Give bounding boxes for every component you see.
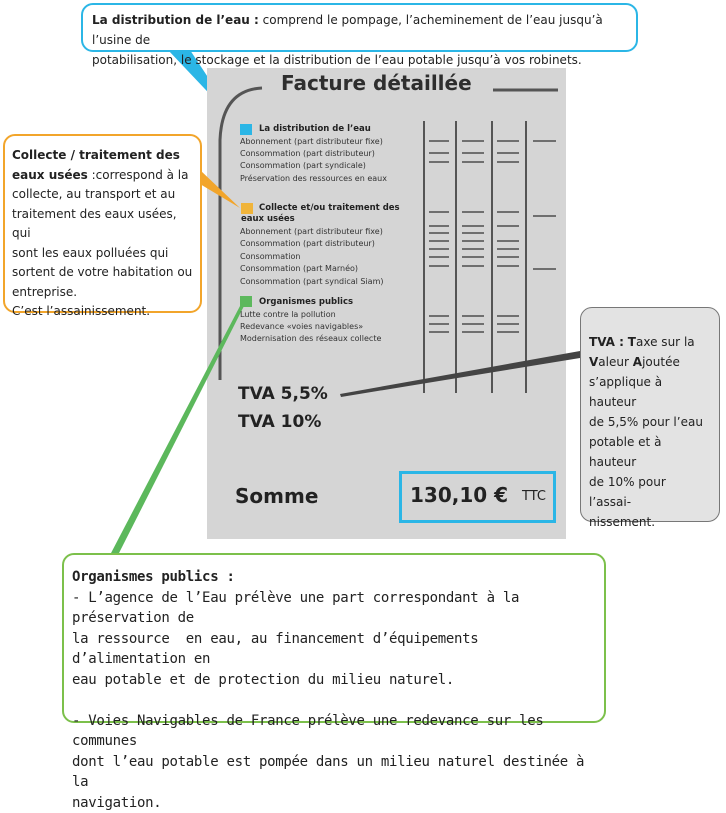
- collect-callout-line: sortent de votre habitation ou: [12, 263, 193, 283]
- tva-callout-line: nissement.: [589, 512, 711, 532]
- public-callout-line: eau potable et de protection du milieu naturel.: [72, 670, 596, 691]
- invoice-row: Consommation (part syndical Siam): [240, 277, 384, 286]
- tva-callout-line: Valeur Ajoutée: [589, 352, 711, 372]
- invoice-row: Consommation (part distributeur): [240, 149, 375, 158]
- public-callout-line: [72, 690, 596, 711]
- tva-callout-line: s’applique à hauteur: [589, 372, 711, 412]
- invoice-row: Modernisation des réseaux collecte: [240, 334, 381, 343]
- tva-pointer: [340, 351, 580, 397]
- collect-callout-line: :correspond à la: [88, 168, 189, 182]
- public-callout-title: Organismes publics :: [72, 569, 235, 585]
- tva-callout-line: de 5,5% pour l’eau: [589, 412, 711, 432]
- collect-callout-line: collecte, au transport et au: [12, 185, 193, 205]
- water-callout-line: potabilisation, le stockage et la distribution de l’eau potable jusqu’à vos robinets.: [92, 50, 627, 70]
- section-public-heading: Organismes publics: [259, 297, 353, 307]
- public-callout-line: - L’agence de l’Eau prélève une part correspondant à la préservation de: [72, 588, 596, 629]
- collect-callout-title: Collecte / traitement des: [12, 148, 180, 162]
- invoice-row: Abonnement (part distributeur fixe): [240, 137, 383, 146]
- invoice-row: Consommation (part syndicale): [240, 161, 366, 170]
- water-callout-title: La distribution de l’eau :: [92, 13, 259, 27]
- section-water-marker: [240, 124, 252, 135]
- invoice-row: Abonnement (part distributeur fixe): [240, 227, 383, 236]
- collect-callout-title: eaux usées: [12, 168, 88, 182]
- sum-label: Somme: [235, 484, 318, 508]
- invoice-row: Lutte contre la pollution: [240, 310, 336, 319]
- collect-callout-line: entreprise.: [12, 283, 193, 303]
- tva-callout-line: de 10% pour l’assai-: [589, 472, 711, 512]
- invoice-title: Facture détaillée: [281, 71, 472, 95]
- water-callout-line: comprend le pompage, l’acheminement de l’eau jusqu’à l’usine de: [92, 13, 603, 47]
- invoice-row: Préservation des ressources en eaux: [240, 174, 387, 183]
- section-water-heading: La distribution de l’eau: [259, 124, 371, 134]
- tva-callout-line: TVA : Taxe sur la: [589, 332, 711, 352]
- invoice-row: Redevance «voies navigables»: [240, 322, 363, 331]
- collect-callout-line: traitement des eaux usées, qui: [12, 205, 193, 244]
- invoice-row: Consommation: [240, 252, 300, 261]
- public-callout-line: - Voies Navigables de France prélève une redevance sur les communes: [72, 711, 596, 752]
- invoice-row: Consommation (part Marnéo): [240, 264, 358, 273]
- public-callout-line: navigation.: [72, 793, 596, 813]
- section-public-marker: [240, 296, 252, 307]
- total-unit: TTC: [522, 489, 546, 504]
- tva-callout-line: potable et à hauteur: [589, 432, 711, 472]
- public-callout-line: la ressource en eau, au financement d’équipements d’alimentation en: [72, 629, 596, 670]
- tva-callout: [580, 307, 720, 522]
- public-callout-line: dont l’eau potable est pompée dans un milieu naturel destinée à la: [72, 752, 596, 793]
- section-collect-heading: Collecte et/ou traitement des eaux usées: [241, 203, 411, 224]
- tva-line-5-5: TVA 5,5%: [238, 384, 328, 404]
- invoice-row: Consommation (part distributeur): [240, 239, 375, 248]
- tva-line-10: TVA 10%: [238, 412, 321, 432]
- collect-callout-line: sont les eaux polluées qui: [12, 244, 193, 264]
- public-pointer: [110, 306, 244, 555]
- total-value: 130,10 €: [410, 483, 508, 507]
- collect-callout-line: C’est l’assainissement.: [12, 302, 193, 322]
- collect-callout: [3, 134, 202, 313]
- water-callout: [81, 3, 638, 52]
- public-callout: [62, 553, 606, 723]
